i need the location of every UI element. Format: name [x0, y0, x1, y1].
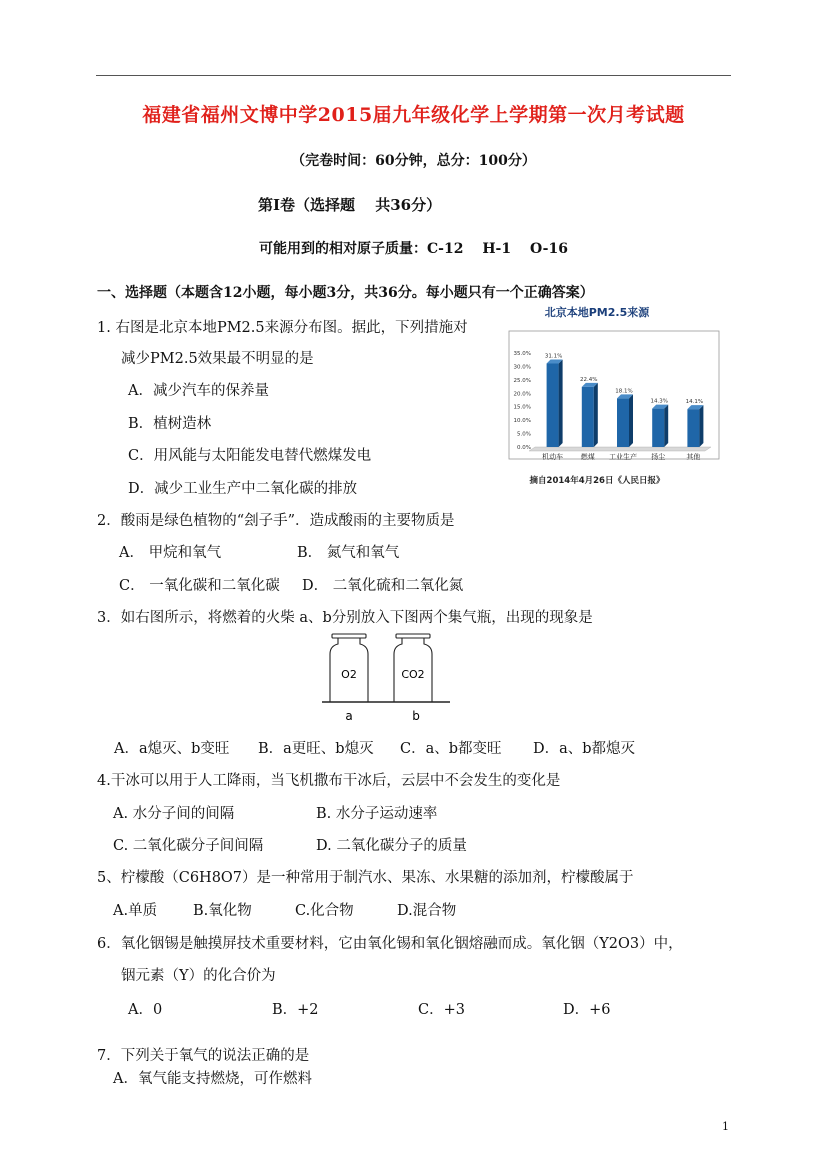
q4-option-b: B. 水分子运动速率: [316, 806, 438, 822]
exam-title: 福建省福州文博中学2015届九年级化学上学期第一次月考试题: [142, 104, 685, 126]
chart-bar: [687, 405, 703, 447]
bottle-a-label: a: [345, 709, 353, 723]
q6-option-c: C．+3: [418, 1002, 465, 1018]
q4-option-a: A. 水分子间的间隔: [113, 806, 235, 822]
chart-bar: [617, 394, 633, 447]
q6-stem-cont: 铟元素（Y）的化合价为: [121, 968, 276, 984]
q5-option-a: A.单质: [113, 903, 158, 919]
chart-ytick-label: 35.0%: [513, 351, 531, 357]
section-title: 第Ⅰ卷（选择题 共36分）: [258, 196, 442, 214]
chart-xtick-label: 其他: [686, 453, 701, 461]
q2-option-a: A． 甲烷和氧气: [119, 545, 222, 561]
q1-stem: 1. 右图是北京本地PM2.5来源分布图。据此，下列措施对: [97, 320, 468, 336]
bottle-b-label: b: [412, 709, 420, 723]
page-number: 1: [722, 1120, 729, 1133]
q3-option-b: B．a更旺、b熄灭: [258, 741, 374, 757]
q4-option-c: C. 二氧化碳分子间间隔: [113, 838, 264, 854]
q1-stem-cont: 减少PM2.5效果最不明显的是: [121, 351, 314, 367]
q1-option-a: A．减少汽车的保养量: [128, 383, 269, 399]
chart-data-label: 14.3%: [650, 398, 668, 405]
chart-ytick-label: 15.0%: [513, 404, 531, 411]
chart-bar: [582, 383, 598, 447]
chart-xtick-label: 工业生产: [609, 453, 637, 461]
gas-bottles-figure: [322, 632, 450, 724]
chart-ytick-label: 5.0%: [517, 431, 531, 438]
chart-ytick-label: 0.0%: [517, 445, 531, 451]
q5-option-d: D.混合物: [397, 903, 457, 919]
q6-stem: 6．氧化铟锡是触摸屏技术重要材料，它由氧化锡和氧化铟熔融而成。氧化铟（Y2O3）中，: [97, 936, 683, 952]
chart-xtick-label: 机动车: [542, 453, 564, 461]
chart-data-label: 22.4%: [580, 376, 598, 383]
q2-stem: 2．酸雨是绿色植物的“刽子手”．造成酸雨的主要物质是: [97, 513, 455, 529]
q3-option-a: A．a熄灭、b变旺: [114, 741, 230, 757]
chart-data-label: 31.1%: [544, 353, 563, 360]
q6-option-b: B．+2: [272, 1002, 319, 1018]
q1-option-c: C．用风能与太阳能发电替代燃煤发电: [128, 448, 372, 464]
chart-title: 北京本地PM2.5来源: [544, 306, 650, 319]
chart-caption: 摘自2014年4月26日《人民日报》: [529, 476, 665, 486]
q6-option-d: D．+6: [563, 1002, 611, 1018]
chart-xtick-label: 燃煤: [580, 453, 595, 461]
q3-option-c: C．a、b都变旺: [400, 741, 502, 757]
q3-stem: 3．如右图所示，将燃着的火柴 a、b分别放入下图两个集气瓶，出现的现象是: [97, 610, 593, 626]
chart-xtick-label: 扬尘: [651, 453, 666, 461]
q2-option-d: D． 二氧化硫和二氧化氮: [302, 578, 464, 594]
q1-option-b: B．植树造林: [128, 416, 212, 432]
chart-data-label: 14.1%: [685, 399, 704, 406]
q7-stem: 7．下列关于氧气的说法正确的是: [97, 1048, 310, 1064]
chart-floor: [529, 447, 711, 451]
q2-option-b: B． 氮气和氧气: [297, 545, 400, 561]
chart-ytick-label: 30.0%: [513, 364, 531, 371]
q5-option-b: B.氧化物: [193, 903, 252, 919]
bottle-b-gas: CO2: [401, 668, 425, 681]
q4-option-d: D. 二氧化碳分子的质量: [316, 838, 467, 854]
part-heading: 一、选择题（本题含12小题，每小题3分，共36分。每小题只有一个正确答案）: [97, 285, 594, 301]
chart-bar: [652, 405, 668, 447]
q3-option-d: D．a、b都熄灭: [533, 741, 636, 757]
chart-data-label: 18.1%: [615, 388, 633, 395]
atomic-mass-note: 可能用到的相对原子质量：C-12 H-1 O-16: [259, 241, 568, 257]
q6-option-a: A．0: [128, 1002, 163, 1018]
chart-ytick-label: 25.0%: [513, 377, 531, 384]
header-rule: [96, 75, 731, 76]
q5-option-c: C.化合物: [295, 903, 354, 919]
bottle-a-gas: O2: [341, 668, 357, 681]
pm25-chart: [493, 301, 731, 491]
chart-ytick-label: 10.0%: [513, 418, 531, 425]
chart-ytick-label: 20.0%: [513, 391, 531, 398]
q2-option-c: C． 一氧化碳和二氧化碳: [119, 578, 280, 594]
q4-stem: 4.干冰可以用于人工降雨，当飞机撒布干冰后，云层中不会发生的变化是: [97, 773, 561, 789]
q5-stem: 5、柠檬酸（C6H8O7）是一种常用于制汽水、果冻、水果糖的添加剂，柠檬酸属于: [97, 870, 634, 886]
exam-subtitle: （完卷时间：60分钟，总分：100分）: [291, 153, 536, 169]
chart-bar: [547, 359, 563, 447]
q7-option-a: A．氧气能支持燃烧，可作燃料: [113, 1071, 312, 1087]
q1-option-d: D．减少工业生产中二氧化碳的排放: [128, 481, 358, 497]
